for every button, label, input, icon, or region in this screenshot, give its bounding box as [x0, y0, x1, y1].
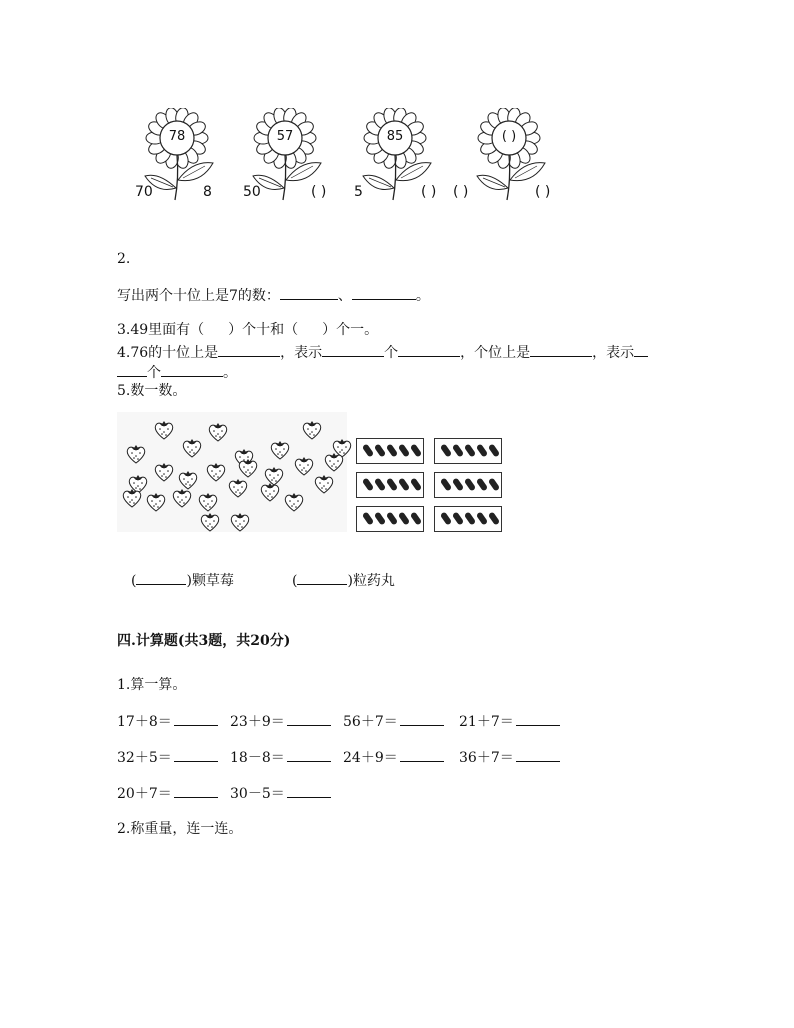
pill-box	[434, 472, 502, 498]
question-3	[117, 321, 378, 339]
answer-blank[interactable]	[530, 342, 592, 357]
sunflower-right-number: ( )	[421, 184, 437, 200]
strawberry-icon	[301, 420, 323, 444]
pill-icon	[362, 511, 374, 525]
calc-item	[117, 711, 218, 731]
pill-icon	[452, 477, 464, 491]
sunflower-center-number: 57	[276, 129, 294, 144]
strawberry-icon	[181, 438, 203, 462]
answer-blank[interactable]	[322, 342, 384, 357]
sunflower-icon	[467, 108, 587, 208]
strawberry-icon	[293, 456, 315, 480]
strawberry-icon	[153, 462, 175, 486]
period: 。	[415, 288, 430, 304]
calc-item	[117, 747, 218, 767]
question-4-text-a: 4.76的十位上是	[117, 345, 219, 361]
strawberry-icon	[205, 462, 227, 486]
pill-icon	[386, 443, 398, 457]
pill-icon	[386, 477, 398, 491]
pill-icon	[398, 443, 410, 457]
sunflower	[243, 108, 363, 208]
pill-icon	[476, 477, 488, 491]
strawberry-icon	[125, 444, 147, 468]
pill-icon	[464, 477, 476, 491]
question-2	[117, 285, 430, 305]
pill-boxes-picture	[356, 438, 506, 534]
pill-icon	[440, 511, 452, 525]
calc-item	[343, 711, 444, 731]
pill-icon	[464, 443, 476, 457]
answer-blank[interactable]	[287, 711, 331, 726]
sunflower-center-number: 78	[168, 129, 186, 144]
equation: 56＋7＝	[343, 714, 398, 730]
strawberry-icon	[227, 478, 249, 502]
strawberry-icon	[259, 482, 281, 506]
pill-icon	[488, 477, 500, 491]
sunflower-icon	[135, 108, 255, 208]
pill-icon	[362, 443, 374, 457]
calc-item	[459, 711, 560, 731]
answer-blank[interactable]	[297, 570, 347, 585]
answer-blank[interactable]	[516, 711, 560, 726]
answer-blank[interactable]	[174, 783, 218, 798]
strawberry-icon	[145, 492, 167, 516]
pill-box	[434, 438, 502, 464]
sunflower-left-number: 50	[243, 184, 261, 200]
strawberry-icon	[153, 420, 175, 444]
pill-icon	[440, 443, 452, 457]
pill-box	[434, 506, 502, 532]
strawberry-icon	[207, 422, 229, 446]
equation: 20＋7＝	[117, 786, 172, 802]
answer-blank[interactable]	[218, 342, 280, 357]
equation: 21＋7＝	[459, 714, 514, 730]
answer-blank[interactable]	[398, 342, 460, 357]
strawberry-icon	[269, 440, 291, 464]
strawberry-icon	[323, 452, 345, 476]
separator: 、	[337, 288, 352, 304]
question-4-text-d: ，个位上是	[460, 345, 531, 361]
calc-item	[459, 747, 560, 767]
strawberry-icon	[121, 488, 143, 512]
calc-item	[343, 747, 444, 767]
question-4-text-b: ，表示	[280, 345, 323, 361]
sunflower-center-number: ( )	[501, 129, 517, 144]
question-3-text-c: ）个一。	[322, 322, 379, 338]
equation: 30－5＝	[230, 786, 285, 802]
calc-item	[230, 711, 331, 731]
strawberry-label: 颗草莓	[191, 573, 234, 589]
pill-box	[356, 506, 424, 532]
pill-icon	[464, 511, 476, 525]
sunflower-right-number: 8	[203, 184, 212, 200]
answer-blank[interactable]	[136, 570, 186, 585]
pill-icon	[440, 477, 452, 491]
question-2-number: 2.	[117, 251, 131, 267]
strawberry-icon	[313, 474, 335, 498]
weigh-title: 2.称重量，连一连。	[117, 821, 243, 837]
pill-label: 粒药丸	[352, 573, 395, 589]
pill-icon	[410, 477, 422, 491]
equation: 24＋9＝	[343, 750, 398, 766]
sunflower	[467, 108, 587, 208]
pill-box	[356, 438, 424, 464]
pill-icon	[452, 443, 464, 457]
answer-blank[interactable]	[400, 747, 444, 762]
answer-blank[interactable]	[161, 362, 223, 377]
pill-answer: ( )粒药丸	[292, 570, 395, 590]
sunflower-left-number: 5	[354, 184, 363, 200]
strawberry-icon	[171, 488, 193, 512]
pill-icon	[398, 477, 410, 491]
pill-icon	[362, 477, 374, 491]
strawberry-picture	[117, 412, 347, 532]
answer-blank[interactable]	[352, 285, 416, 300]
question-5-text: 5.数一数。	[117, 383, 187, 399]
question-4-text-c: 个	[384, 345, 399, 361]
question-3-text-b: ）个十和（	[228, 322, 299, 338]
question-4-continued	[117, 362, 237, 382]
pill-icon	[374, 443, 386, 457]
question-3-text-a: 3.49里面有（	[117, 322, 205, 338]
answer-blank[interactable]	[516, 747, 560, 762]
calc-item	[230, 783, 331, 803]
pill-icon	[398, 511, 410, 525]
sunflower-icon	[243, 108, 363, 208]
question-2-text: 写出两个十位上是7的数：	[117, 288, 280, 304]
equation: 32＋5＝	[117, 750, 172, 766]
answer-blank[interactable]	[174, 711, 218, 726]
strawberry-icon	[199, 512, 221, 536]
answer-blank[interactable]	[280, 285, 338, 300]
sunflower-left-number: ( )	[453, 184, 469, 200]
strawberry-answer: ( )颗草莓	[131, 570, 234, 590]
period: 。	[223, 365, 237, 381]
sunflower-left-number: 70	[135, 184, 153, 200]
calc-item	[117, 783, 218, 803]
equation: 18－8＝	[230, 750, 285, 766]
answer-blank[interactable]	[287, 747, 331, 762]
pill-icon	[488, 443, 500, 457]
answer-blank[interactable]	[400, 711, 444, 726]
pill-box	[356, 472, 424, 498]
question-4-text-e: ，表示	[592, 345, 635, 361]
equation: 23＋9＝	[230, 714, 285, 730]
sunflower	[135, 108, 255, 208]
question-4-text-f: 个	[147, 365, 161, 381]
calc-item	[230, 747, 331, 767]
pill-icon	[410, 443, 422, 457]
pill-icon	[476, 511, 488, 525]
answer-blank[interactable]	[174, 747, 218, 762]
pill-icon	[410, 511, 422, 525]
answer-blank[interactable]	[117, 362, 147, 377]
answer-blank[interactable]	[634, 342, 648, 357]
sunflower-right-number: ( )	[535, 184, 551, 200]
pill-icon	[374, 511, 386, 525]
sunflower-right-number: ( )	[311, 184, 327, 200]
pill-icon	[386, 511, 398, 525]
question-4	[117, 342, 648, 362]
pill-icon	[452, 511, 464, 525]
strawberry-icon	[283, 492, 305, 516]
calc-title: 1.算一算。	[117, 677, 187, 693]
sunflower-center-number: 85	[386, 129, 404, 144]
pill-icon	[488, 511, 500, 525]
equation: 36＋7＝	[459, 750, 514, 766]
equation: 17＋8＝	[117, 714, 172, 730]
section-title: 四.计算题(共3题，共20分)	[117, 633, 291, 649]
strawberry-icon	[229, 512, 251, 536]
pill-icon	[374, 477, 386, 491]
pill-icon	[476, 443, 488, 457]
answer-blank[interactable]	[287, 783, 331, 798]
